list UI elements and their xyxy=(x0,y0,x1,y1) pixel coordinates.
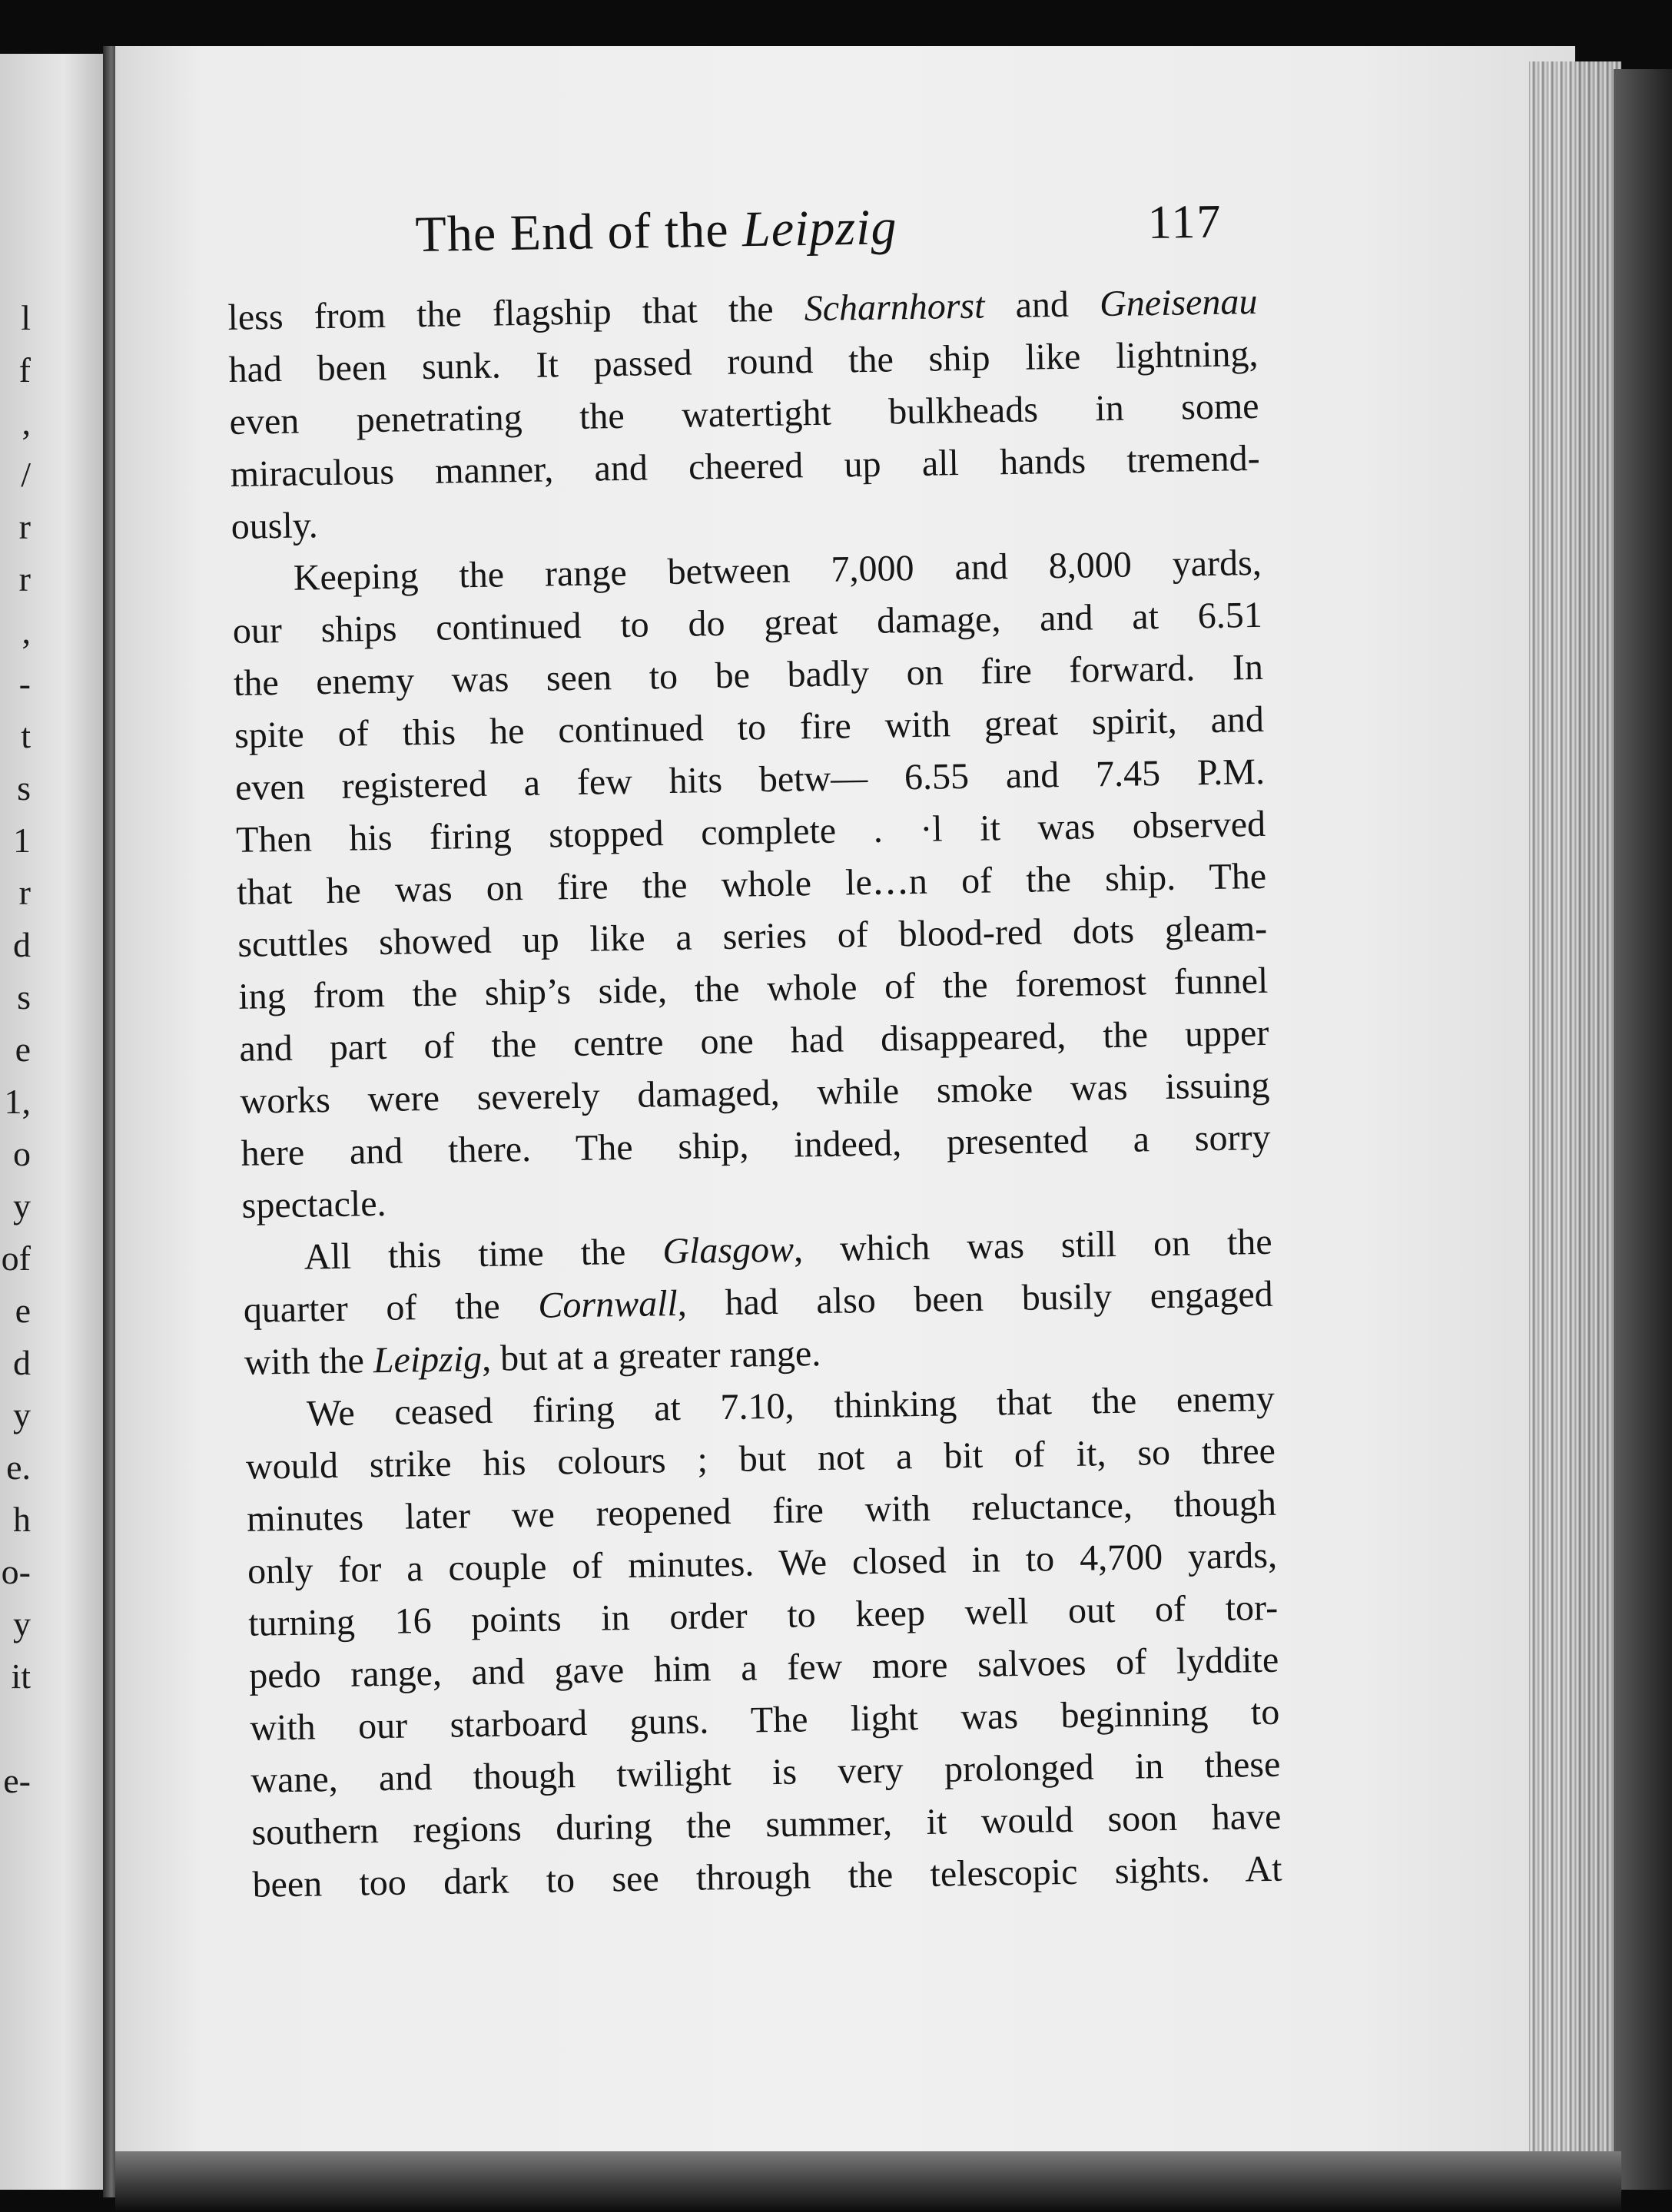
text-line: All this time the Glasgow, which was still on the xyxy=(304,1221,1273,1278)
paragraph xyxy=(227,276,1261,553)
page-title xyxy=(415,198,897,264)
left-page-fragment: of xyxy=(1,1239,31,1278)
left-page-fragment xyxy=(0,1703,31,1755)
left-page-fragment: y xyxy=(13,1604,31,1643)
text-line: works were severely damaged, while smoke was issuing xyxy=(240,1064,1270,1122)
page-edges xyxy=(1529,61,1621,2182)
left-page-fragment: y xyxy=(13,1186,31,1225)
left-page-fragment: o- xyxy=(1,1552,31,1591)
text-line: the enemy was seen to be badly on fire forward. In xyxy=(233,646,1264,704)
text-line: southern regions during the summer, it would soon have xyxy=(251,1796,1282,1853)
text-line: even penetrating the watertight bulkheads in some xyxy=(229,385,1259,443)
book-edge-shadow xyxy=(1614,69,1672,2190)
text-line: our ships continued to do great damage, and at 6.51 xyxy=(232,594,1263,652)
text-line: spectacle. xyxy=(241,1182,386,1226)
text-line: and part of the centre one had disappeared, the upper xyxy=(239,1012,1269,1070)
page-number: 117 xyxy=(1147,195,1222,250)
text-line: ously. xyxy=(231,505,319,547)
left-page-fragment: e- xyxy=(3,1761,31,1800)
left-page-fragment: it xyxy=(11,1657,31,1696)
left-page-fragment: o xyxy=(13,1134,31,1173)
left-page-fragment: t xyxy=(21,716,31,755)
text-line: wane, and though twilight is very prolonged in these xyxy=(250,1743,1281,1801)
body-text xyxy=(227,276,1282,1912)
left-page-fragment: d xyxy=(13,925,31,964)
text-line: spite of this he continued to fire with great spirit, and xyxy=(234,698,1265,756)
left-page-fragment: - xyxy=(18,664,31,703)
left-page-fragment: r xyxy=(18,559,31,599)
text-line: ing from the ship’s side, the whole of the foremost funnel xyxy=(237,960,1269,1017)
page-title-text: The End of the xyxy=(415,201,743,263)
left-page-fragment: / xyxy=(21,455,31,494)
left-page-fragment: e xyxy=(15,1030,31,1069)
left-page-fragment: 1 xyxy=(13,821,31,860)
left-page-fragment: y xyxy=(13,1395,31,1434)
paragraph xyxy=(231,537,1272,1232)
left-page-fragment: s xyxy=(17,977,31,1016)
left-page-fragment: h xyxy=(13,1500,31,1539)
text-line: with our starboard guns. The light was beginning to xyxy=(249,1691,1280,1749)
text-line: even registered a few hits betw— 6.55 and 7.45 P.M. xyxy=(234,751,1266,808)
text-line: here and there. The ship, indeed, presented a sorry xyxy=(241,1116,1271,1174)
text-line: pedo range, and gave him a few more salvoes of lyddite xyxy=(248,1639,1279,1696)
left-page-fragment: e. xyxy=(6,1448,31,1487)
text-line: been too dark to see through the telescopic sights. At xyxy=(252,1848,1282,1905)
text-line: We ceased firing at 7.10, thinking that the enemy xyxy=(306,1378,1276,1434)
left-page-fragment: 1, xyxy=(4,1082,31,1121)
text-line: turning 16 points in order to keep well out of tor- xyxy=(247,1587,1279,1644)
bottom-shadow xyxy=(115,2151,1621,2212)
paragraph xyxy=(242,1216,1274,1389)
text-line: only for a couple of minutes. We closed in to 4,700 yards, xyxy=(247,1534,1278,1592)
left-page-text-fragments xyxy=(0,292,31,1807)
running-head xyxy=(415,194,1222,275)
text-line: quarter of the Cornwall, had also been busily engaged xyxy=(243,1273,1274,1331)
left-page-fragment: s xyxy=(17,768,31,808)
left-page-fragment: f xyxy=(18,350,31,390)
left-page-fragment: l xyxy=(21,298,31,337)
left-page-fragment: e xyxy=(15,1291,31,1330)
text-line: less from the flagship that the Scharnhorst and Gneisenau xyxy=(227,280,1258,338)
left-page-fragment: r xyxy=(18,507,31,546)
text-line: with the Leipzig, but at a greater range. xyxy=(244,1333,821,1383)
page-title-italic: Leipzig xyxy=(741,199,897,258)
text-line: miraculous manner, and cheered up all hands tremend- xyxy=(230,437,1260,495)
left-page-fragment: r xyxy=(18,873,31,912)
text-line: would strike his colours ; but not a bit of it, so three xyxy=(245,1430,1276,1487)
text-line: minutes later we reopened fire with reluctance, though xyxy=(246,1482,1277,1540)
left-page-fragment: d xyxy=(13,1343,31,1382)
left-page-fragment: , xyxy=(22,403,31,442)
text-line: that he was on fire the whole le․․․n of the ship. The xyxy=(236,855,1267,913)
left-page-fragment: , xyxy=(22,612,31,651)
text-line: had been sunk. It passed round the ship like lightning, xyxy=(228,333,1259,390)
text-line: Then his firing stopped complete . ·l it was observed xyxy=(235,803,1266,861)
text-line: scuttles showed up like a series of blood-red dots gleam- xyxy=(237,907,1268,965)
paragraph xyxy=(244,1373,1282,1912)
text-line: Keeping the range between 7,000 and 8,000 yards, xyxy=(293,542,1262,599)
